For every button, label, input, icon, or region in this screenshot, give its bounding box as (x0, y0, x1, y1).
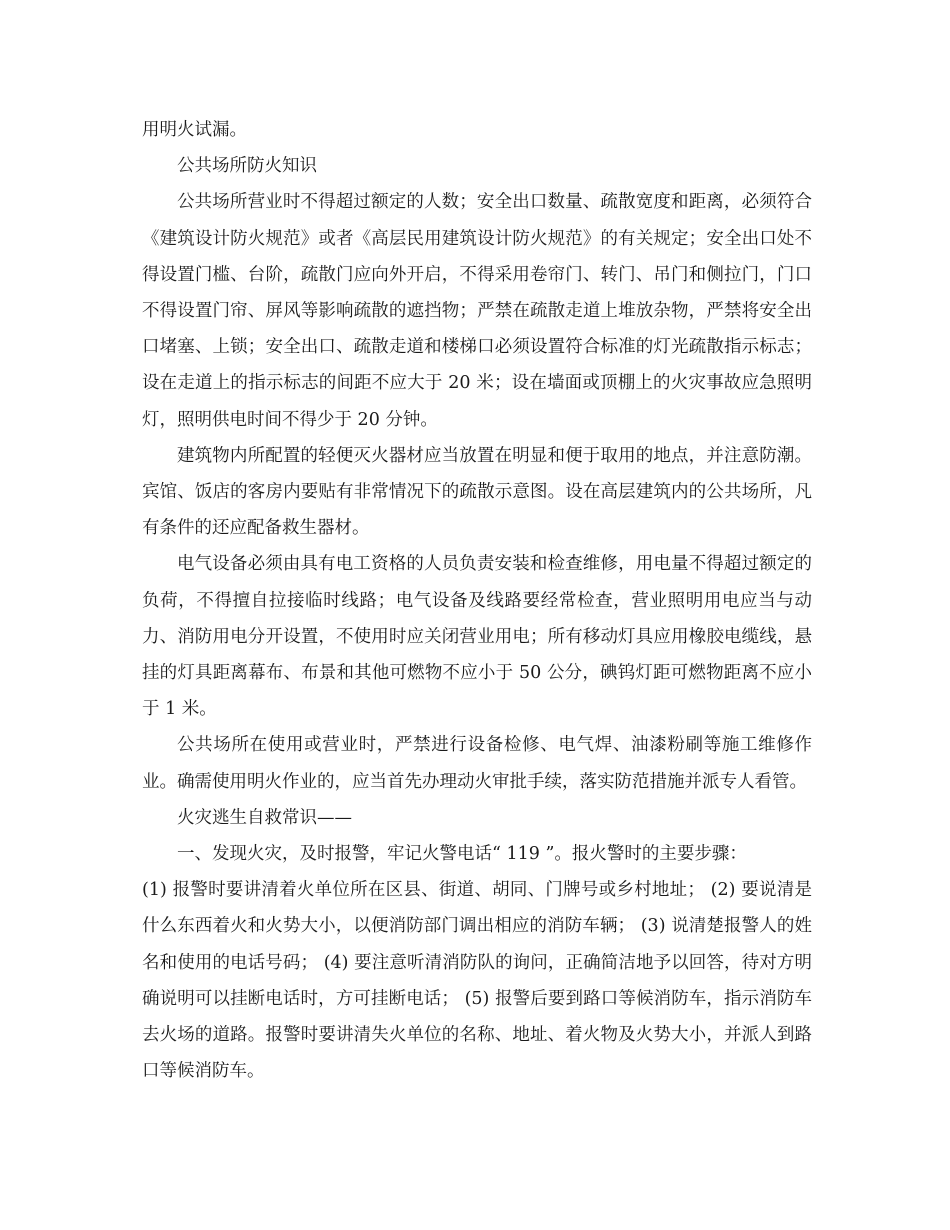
paragraph-maintenance-work: 公共场所在使用或营业时，严禁进行设备检修、电气焊、油漆粉刷等施工维修作业。确需使用明火作业的，应当首先办理动火审批手续，落实防范措施并派专人看管。 (142, 735, 812, 792)
section-heading-fire-escape: 火灾逃生自救常识—— (177, 807, 352, 828)
paragraph-exits-and-evacuation: 公共场所营业时不得超过额定的人数；安全出口数量、疏散宽度和距离，必须符合《建筑设计防火规范》或者《高层民用建筑设计防火规范》的有关规定；安全出口处不得设置门槛、台阶，疏散门应向外开启，不得采用卷帘门、转门、吊门和侧拉门，门口不得设置门帘、屏风等影响疏散的遮挡物；严禁在疏散走道上堆放杂物，严禁将安全出口堵塞、上锁；安全出口、疏散走道和楼梯口必须设置符合标准的灯光疏散指示标志；设在走道上的指示标志的间距不应大于 20 米；设在墙面或顶棚上的火灾事故应急照明灯，照明供电时间不得少于 20 分钟。 (142, 192, 812, 430)
paragraph-report-fire: 一、发现火灾，及时报警，牢记火警电话“ 119 ”。报火警时的主要步骤： (177, 844, 747, 865)
paragraph-electrical-equipment: 电气设备必须由具有电工资格的人员负责安装和检查维修，用电量不得超过额定的负荷，不得擅自拉接临时线路；电气设备及线路要经常检查，营业照明用电应当与动力、消防用电分开设置，不使用时应关闭营业用电；所有移动灯具应用橡胶电缆线，悬挂的灯具距离幕布、布景和其他可燃物不应小于 50 公分，碘钨灯距可燃物距离不应小于 1 米。 (142, 554, 812, 720)
paragraph-continuation: 用明火试漏。 (142, 120, 247, 140)
section-heading-public-fire-safety: 公共场所防火知识 (177, 156, 317, 177)
document-body (142, 112, 812, 1089)
paragraph-extinguishers: 建筑物内所配置的轻便灭火器材应当放置在明显和便于取用的地点，并注意防潮。宾馆、饭店的客房内要贴有非常情况下的疏散示意图。设在高层建筑内的公共场所，凡有条件的还应配备救生器材。 (142, 445, 812, 539)
paragraph-report-steps: (1) 报警时要讲清着火单位所在区县、街道、胡同、门牌号或乡村地址； (2) 要说清是什么东西着火和火势大小，以便消防部门调出相应的消防车辆； (3) 说清楚报警人的姓名和使用的电话号码； (4) 要注意听清消防队的询问，正确简洁地予以回答，待对方明确说明可以挂断电话时，方可挂断电话； (5) 报警后要到路口等候消防车，指示消防车去火场的道路。报警时要讲清失火单位的名称、地址、着火物及火势大小，并派人到路口等候消防车。 (142, 880, 812, 1082)
